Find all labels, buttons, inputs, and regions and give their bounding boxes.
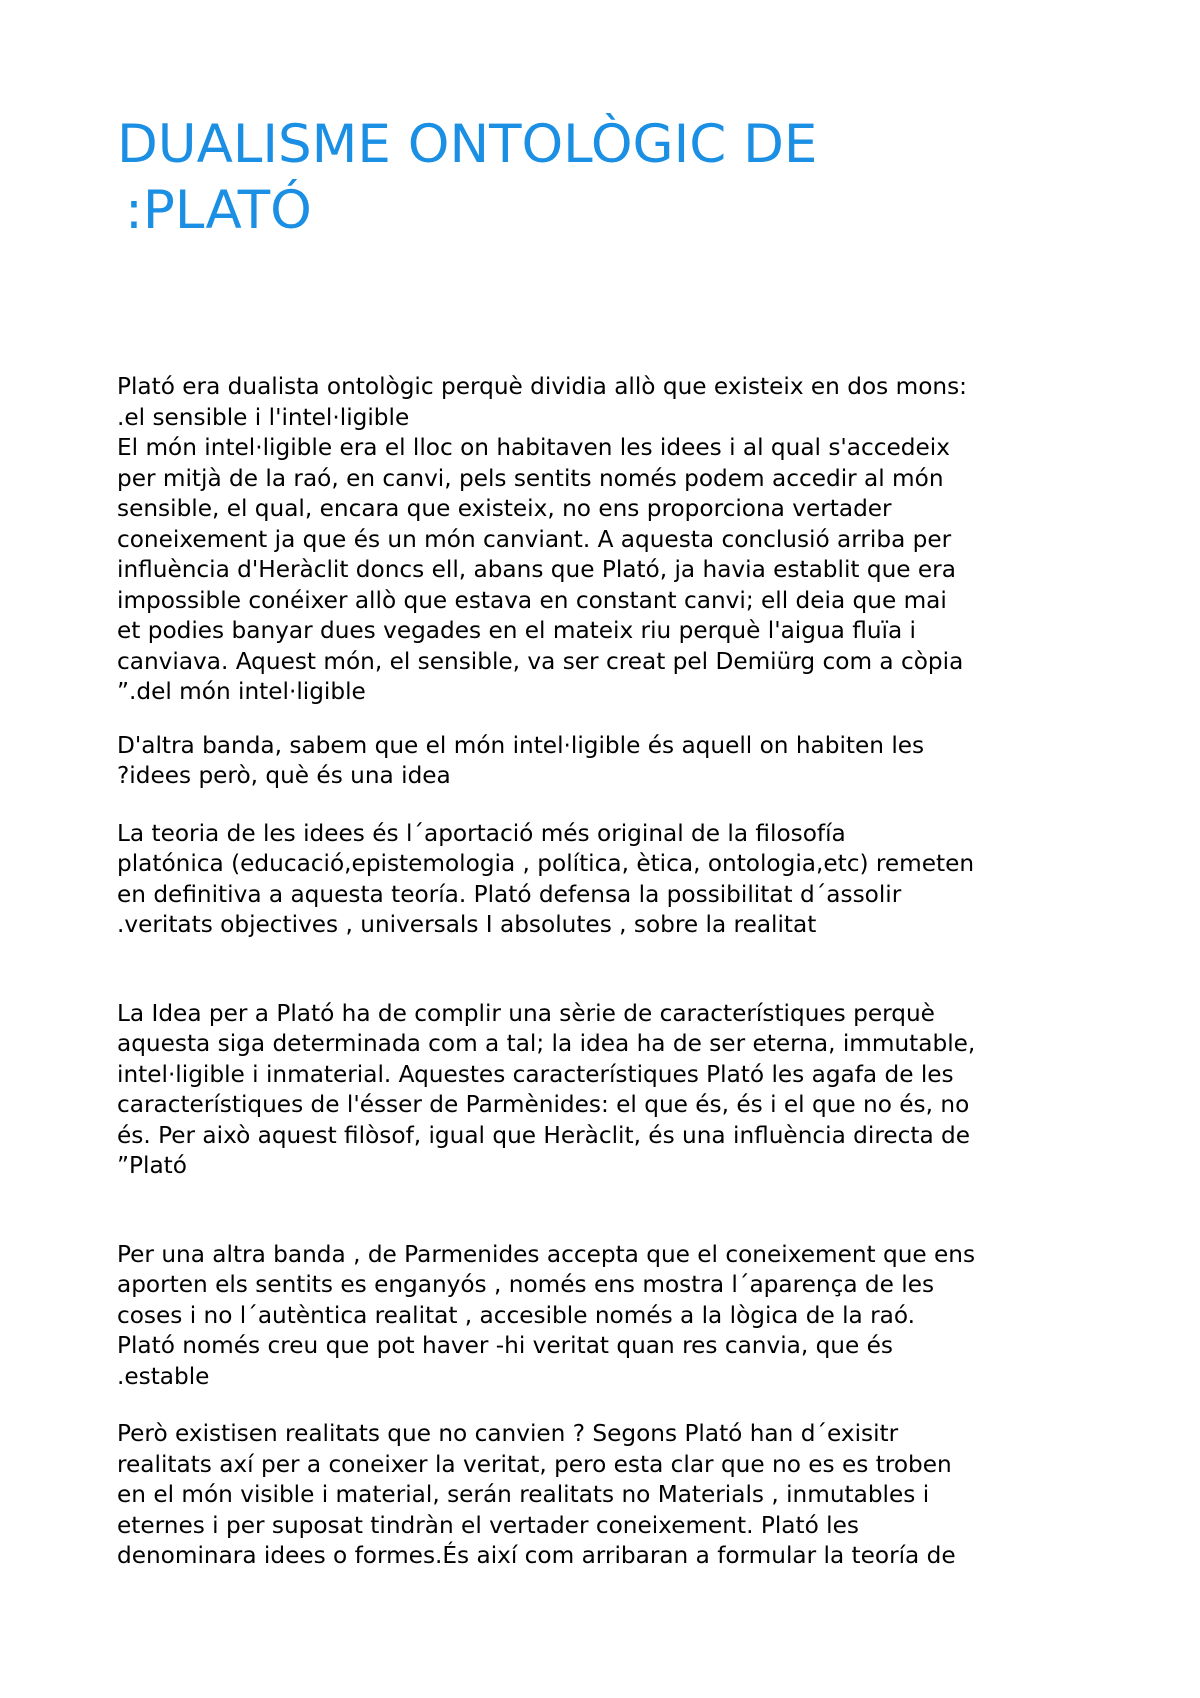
paragraph-idea-question (117, 731, 1102, 792)
text-line: coses i no l´autèntica realitat , accesible només a la lògica de la raó. (117, 1301, 916, 1329)
text-line: ”.del món intel·ligible (117, 678, 366, 705)
text-line: ?idees però, què és una idea (117, 762, 451, 789)
text-line: .el sensible i l'intel·ligible (117, 403, 410, 431)
text-line: impossible conéixer allò que estava en constant canvi; ell deia que mai (117, 586, 947, 614)
text-line: La Idea per a Plató ha de complir una sèrie de característiques perquè (117, 999, 935, 1027)
text-line: Però existisen realitats que no canvien ? Segons Plató han d´exisitr (117, 1420, 899, 1447)
paragraph-idea-characteristics (117, 999, 1102, 1182)
text-line: influència d'Heràclit doncs ell, abans que Plató, ja havia establit que era (117, 556, 956, 583)
text-line: denominara idees o formes.És així com arribaran a formular la teoría de (117, 1542, 956, 1569)
text-line: en definitiva a aquesta teoría. Plató defensa la possibilitat d´assolir (117, 880, 902, 908)
paragraph-spacer (117, 792, 1102, 819)
text-line: en el món visible i material, serán realitats no Materials , inmutables i (117, 1481, 930, 1508)
text-line: per mitjà de la raó, en canvi, pels sentits només podem accedir al món (117, 464, 944, 492)
document-body (117, 372, 1102, 1572)
text-line: eternes i per suposat tindràn el vertader coneixement. Plató les (117, 1511, 859, 1539)
paragraph-spacer (117, 708, 1102, 731)
text-line: et podies banyar dues vegades en el mateix riu perquè l'aigua fluïa i (117, 617, 916, 644)
text-line: realitats axí per a coneixer la veritat, pero esta clar que no es es troben (117, 1450, 952, 1478)
document-title (117, 112, 1102, 244)
text-line: intel·ligible i inmaterial. Aquestes característiques Plató les agafa de les (117, 1060, 954, 1088)
text-line: característiques de l'ésser de Parmènides: el que és, és i el que no és, no (117, 1091, 970, 1118)
text-line: aporten els sentits es enganyós , només ens mostra l´aparença de les (117, 1271, 935, 1298)
paragraph-spacer (117, 1182, 1102, 1240)
text-line: D'altra banda, sabem que el món intel·ligible és aquell on habiten les (117, 731, 925, 759)
text-line: Per una altra banda , de Parmenides accepta que el coneixement que ens (117, 1240, 976, 1268)
title-line-2: :PLATÓ (125, 180, 312, 241)
text-line: ”Plató (117, 1152, 187, 1179)
title-line-1: DUALISME ONTOLÒGIC DE (117, 114, 818, 175)
text-line: coneixement ja que és un món canviant. A aquesta conclusió arriba per (117, 525, 952, 553)
paragraph-dualism (117, 372, 1102, 708)
text-line: aquesta siga determinada com a tal; la idea ha de ser eterna, immutable, (117, 1030, 976, 1057)
paragraph-unchanging-realities (117, 1419, 1102, 1572)
text-line: El món intel·ligible era el lloc on habitaven les idees i al qual s'accedeix (117, 434, 950, 461)
text-line: .estable (117, 1362, 210, 1390)
document-page (117, 112, 1102, 1572)
paragraph-spacer (117, 941, 1102, 999)
text-line: és. Per això aquest filòsof, igual que Heràclit, és una influència directa de (117, 1121, 971, 1149)
paragraph-spacer (117, 1392, 1102, 1419)
text-line: .veritats objectives , universals I absolutes , sobre la realitat (117, 911, 817, 938)
text-line: platónica (educació,epistemologia , política, ètica, ontologia,etc) remeten (117, 850, 975, 877)
text-line: Plató era dualista ontològic perquè dividia allò que existeix en dos mons: (117, 373, 967, 400)
paragraph-parmenides (117, 1240, 1102, 1393)
text-line: sensible, el qual, encara que existeix, no ens proporciona vertader (117, 495, 892, 522)
text-line: Plató només creu que pot haver -hi veritat quan res canvia, que és (117, 1332, 893, 1359)
text-line: La teoria de les idees és l´aportació més original de la filosofía (117, 819, 846, 847)
text-line: canviava. Aquest món, el sensible, va ser creat pel Demiürg com a còpia (117, 647, 964, 675)
paragraph-theory-of-ideas (117, 819, 1102, 941)
